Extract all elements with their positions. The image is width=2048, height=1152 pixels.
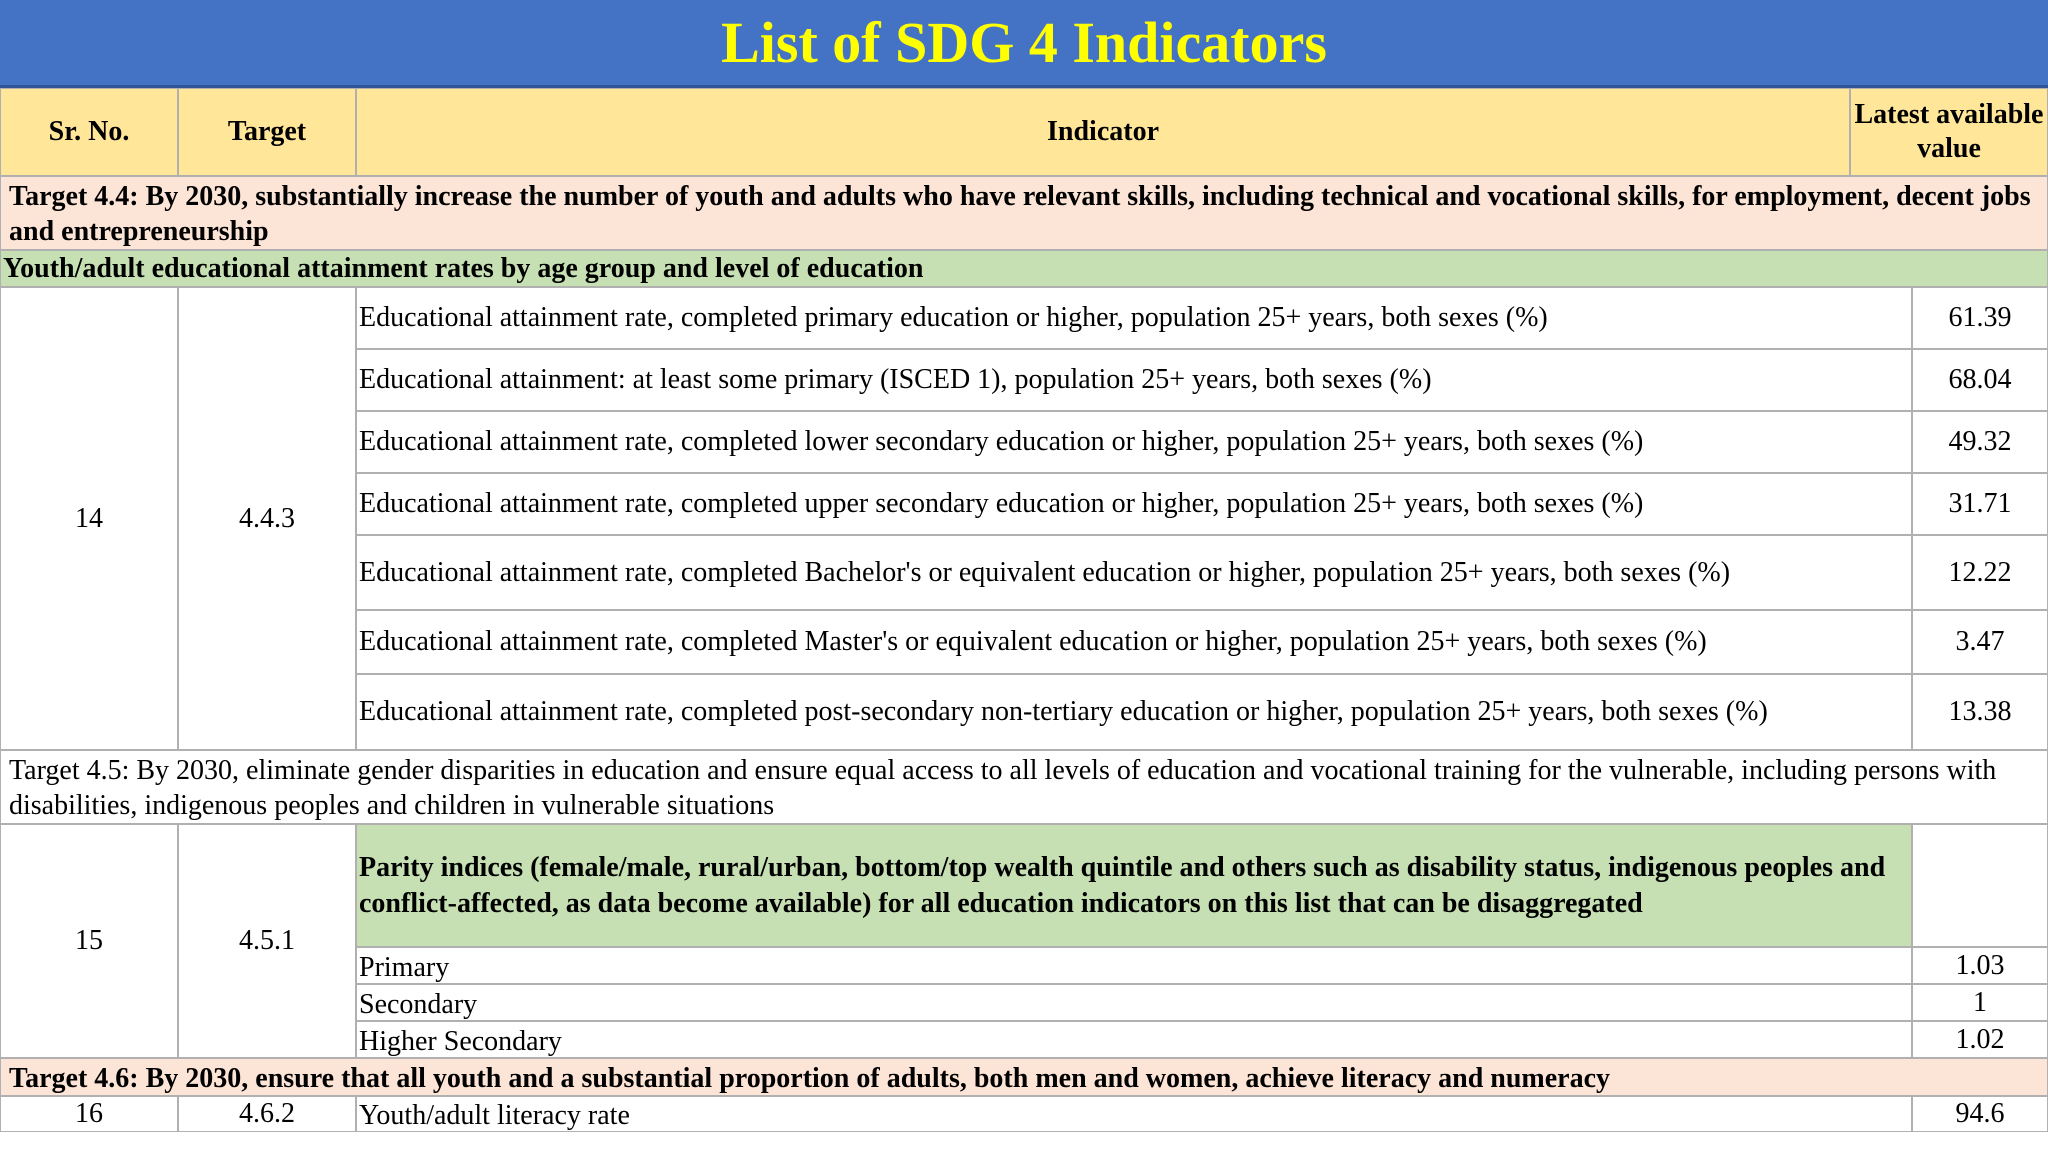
sr-no-16: 16	[0, 1096, 178, 1132]
target-4-5-description: Target 4.5: By 2030, eliminate gender disparities in education and ensure equal access to all levels of education and vocational training for the vulnerable, including persons with disabilities, indigenous peoples and children in vulnerable situations	[0, 750, 2048, 824]
indicator-row: Educational attainment rate, completed primary education or higher, population 25+ years, both sexes (%)	[356, 287, 1912, 349]
indicator-value: 31.71	[1912, 473, 2048, 535]
indicator-row: Educational attainment: at least some primary (ISCED 1), population 25+ years, both sexes (%)	[356, 349, 1912, 411]
parity-row-higher-secondary: Higher Secondary	[356, 1021, 1912, 1058]
sr-no-15: 15	[0, 824, 178, 1058]
parity-row-secondary: Secondary	[356, 984, 1912, 1021]
sr-no-14: 14	[0, 287, 178, 750]
indicator-row: Educational attainment rate, completed post-secondary non-tertiary education or higher, population 25+ years, both sexes (%)	[356, 674, 1912, 750]
target-4-4-group-heading: Youth/adult educational attainment rates by age group and level of education	[0, 250, 2048, 287]
indicator-literacy-rate: Youth/adult literacy rate	[356, 1096, 1912, 1132]
header-target: Target	[178, 88, 356, 176]
parity-heading-value-cell	[1912, 824, 2048, 947]
page-title-text: List of SDG 4 Indicators	[721, 10, 1327, 75]
header-sr-no: Sr. No.	[0, 88, 178, 176]
target-code-4-6-2: 4.6.2	[178, 1096, 356, 1132]
parity-row-primary: Primary	[356, 947, 1912, 984]
target-4-4-description: Target 4.4: By 2030, substantially increase the number of youth and adults who have relevant skills, including technical and vocational skills, for employment, decent jobs and entrepreneurship	[0, 176, 2048, 250]
indicator-value: 61.39	[1912, 287, 2048, 349]
parity-value-primary: 1.03	[1912, 947, 2048, 984]
indicator-value: 68.04	[1912, 349, 2048, 411]
header-latest-value: Latest available value	[1850, 88, 2048, 176]
indicator-value: 49.32	[1912, 411, 2048, 473]
indicator-row: Educational attainment rate, completed Bachelor's or equivalent education or higher, population 25+ years, both sexes (%)	[356, 535, 1912, 610]
parity-value-secondary: 1	[1912, 984, 2048, 1021]
indicator-value: 3.47	[1912, 610, 2048, 674]
indicator-row: Educational attainment rate, completed upper secondary education or higher, population 25+ years, both sexes (%)	[356, 473, 1912, 535]
target-4-6-description: Target 4.6: By 2030, ensure that all youth and a substantial proportion of adults, both men and women, achieve literacy and numeracy	[0, 1058, 2048, 1096]
header-indicator: Indicator	[356, 88, 1850, 176]
page-title	[0, 0, 2048, 88]
target-code-4-4-3: 4.4.3	[178, 287, 356, 750]
target-code-4-5-1: 4.5.1	[178, 824, 356, 1058]
indicator-row: Educational attainment rate, completed lower secondary education or higher, population 25+ years, both sexes (%)	[356, 411, 1912, 473]
indicator-value: 13.38	[1912, 674, 2048, 750]
parity-indices-heading: Parity indices (female/male, rural/urban, bottom/top wealth quintile and others such as disability status, indigenous peoples and conflict-affected, as data become available) for all education indicators on this list that can be disaggregated	[356, 824, 1912, 947]
indicator-value: 12.22	[1912, 535, 2048, 610]
indicator-row: Educational attainment rate, completed Master's or equivalent education or higher, population 25+ years, both sexes (%)	[356, 610, 1912, 674]
literacy-rate-value: 94.6	[1912, 1096, 2048, 1132]
parity-value-higher-secondary: 1.02	[1912, 1021, 2048, 1058]
